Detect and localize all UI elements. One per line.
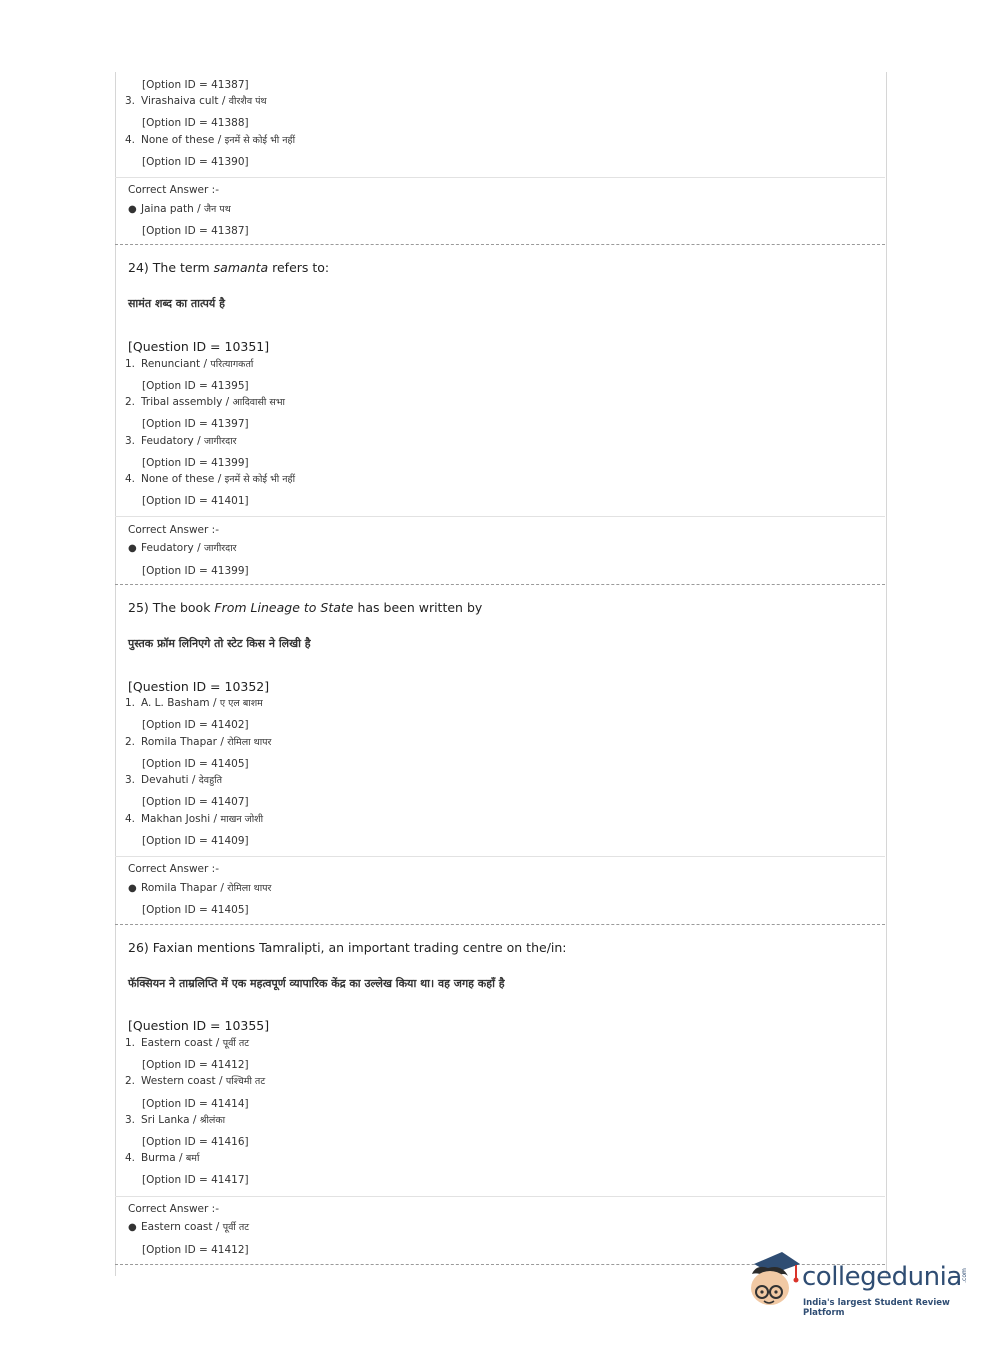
option-number: 4.: [125, 134, 136, 146]
option-number: 3.: [125, 774, 136, 786]
section-divider: [115, 1196, 885, 1197]
option-text: Makhan Joshi /: [141, 813, 221, 825]
question-divider: [115, 584, 885, 585]
option-item: [125, 133, 295, 146]
option-text: None of these /: [141, 473, 225, 485]
logo-tagline: India's largest Student Review Platform: [803, 1298, 950, 1318]
question-title: [128, 260, 329, 275]
correct-answer-label: Correct Answer :-: [128, 524, 219, 536]
option-item: [125, 1151, 199, 1164]
option-text: Romila Thapar /: [141, 736, 228, 748]
correct-answer-item: [128, 881, 271, 894]
option-text: Tribal assembly /: [141, 396, 233, 408]
bullet-icon: ●: [128, 1222, 137, 1233]
correct-answer-item: [128, 202, 231, 215]
option-id: [Option ID = 41405]: [142, 758, 249, 770]
option-id: [Option ID = 41414]: [142, 1098, 249, 1110]
correct-answer-hindi: पूर्वी तट: [222, 1222, 250, 1233]
correct-answer-label: Correct Answer :-: [128, 184, 219, 196]
logo-wordmark: collegedunia: [802, 1262, 962, 1292]
option-id: [Option ID = 41397]: [142, 418, 249, 430]
section-divider: [115, 856, 885, 857]
option-number: 1.: [125, 1037, 136, 1049]
logo-suffix: .com: [960, 1268, 968, 1283]
option-hindi: इनमें से कोई भी नहीं: [224, 135, 296, 146]
option-item: [125, 812, 263, 825]
question-divider: [115, 244, 885, 245]
option-hindi: श्रीलंका: [199, 1115, 226, 1126]
question-id: [Question ID = 10355]: [128, 1018, 270, 1033]
bullet-icon: ●: [128, 204, 137, 215]
option-text: Devahuti /: [141, 774, 199, 786]
option-number: 3.: [125, 95, 136, 107]
correct-answer-hindi: जागीरदार: [203, 543, 237, 554]
correct-answer-item: [128, 541, 237, 554]
question-hindi: पुस्तक फ्रॉम लिनिएगे तो स्टेट किस ने लिखी है: [128, 637, 311, 650]
option-id: [Option ID = 41412]: [142, 1059, 249, 1071]
correct-option-id: [Option ID = 41387]: [142, 225, 249, 237]
question-id: [Question ID = 10351]: [128, 339, 270, 354]
option-number: 4.: [125, 813, 136, 825]
option-number: 3.: [125, 1114, 136, 1126]
correct-answer-text: Eastern coast /: [141, 1221, 223, 1233]
option-item: [125, 472, 295, 485]
option-item: [125, 1036, 249, 1049]
option-text: None of these /: [141, 134, 225, 146]
correct-answer-label: Correct Answer :-: [128, 1203, 219, 1215]
option-id: [Option ID = 41387]: [142, 79, 249, 91]
question-hindi: फॅक्सियन ने ताम्रलिप्ति में एक महत्वपूर्ण व्यापारिक केंद्र का उल्लेख किया था। वह जगह कहाँ है: [128, 977, 505, 990]
question-divider: [115, 924, 885, 925]
section-divider: [115, 177, 885, 178]
option-id: [Option ID = 41390]: [142, 156, 249, 168]
option-text: Eastern coast /: [141, 1037, 223, 1049]
option-item: [125, 1113, 225, 1126]
option-number: 4.: [125, 1152, 136, 1164]
correct-option-id: [Option ID = 41405]: [142, 904, 249, 916]
bullet-icon: ●: [128, 883, 137, 894]
question-title-prefix: 24) The term: [128, 260, 214, 275]
option-item: [125, 735, 271, 748]
option-id: [Option ID = 41402]: [142, 719, 249, 731]
option-number: 4.: [125, 473, 136, 485]
option-hindi: वीरशैव पंथ: [228, 96, 267, 107]
question-title-suffix: refers to:: [268, 260, 330, 275]
option-id: [Option ID = 41407]: [142, 796, 249, 808]
option-id: [Option ID = 41409]: [142, 835, 249, 847]
option-number: 2.: [125, 736, 136, 748]
option-text: Sri Lanka /: [141, 1114, 200, 1126]
option-item: [125, 94, 267, 107]
question-title-suffix: has been written by: [353, 600, 483, 615]
bullet-icon: ●: [128, 543, 137, 554]
question-title-prefix: 25) The book: [128, 600, 215, 615]
option-number: 3.: [125, 435, 136, 447]
correct-answer-label: Correct Answer :-: [128, 863, 219, 875]
section-divider: [115, 516, 885, 517]
question-id: [Question ID = 10352]: [128, 679, 270, 694]
option-hindi: ए एल बाशम: [219, 698, 263, 709]
question-hindi: सामंत शब्द का तात्पर्य है: [128, 297, 225, 310]
option-text: Virashaiva cult /: [141, 95, 229, 107]
option-text: Feudatory /: [141, 435, 204, 447]
option-number: 1.: [125, 358, 136, 370]
collegedunia-logo: [742, 1250, 972, 1320]
option-text: Western coast /: [141, 1075, 226, 1087]
option-item: [125, 395, 285, 408]
option-number: 2.: [125, 1075, 136, 1087]
option-id: [Option ID = 41395]: [142, 380, 249, 392]
question-title: [128, 940, 567, 955]
option-number: 1.: [125, 697, 136, 709]
question-title-prefix: 26) Faxian mentions Tamralipti, an important trading centre on the/in:: [128, 940, 567, 955]
option-hindi: इनमें से कोई भी नहीं: [224, 474, 296, 485]
option-id: [Option ID = 41417]: [142, 1174, 249, 1186]
option-number: 2.: [125, 396, 136, 408]
option-id: [Option ID = 41416]: [142, 1136, 249, 1148]
page-frame: [115, 72, 887, 1276]
correct-option-id: [Option ID = 41399]: [142, 565, 249, 577]
option-hindi: बर्मा: [185, 1153, 200, 1164]
correct-answer-text: Jaina path /: [141, 203, 204, 215]
option-id: [Option ID = 41401]: [142, 495, 249, 507]
correct-answer-text: Romila Thapar /: [141, 882, 228, 894]
option-item: [125, 1074, 265, 1087]
option-hindi: रोमिला थापर: [227, 737, 272, 748]
option-id: [Option ID = 41388]: [142, 117, 249, 129]
question-title: [128, 600, 482, 615]
option-hindi: आदिवासी सभा: [232, 397, 285, 408]
option-text: A. L. Basham /: [141, 697, 220, 709]
correct-answer-hindi: जैन पथ: [203, 204, 231, 215]
correct-option-id: [Option ID = 41412]: [142, 1244, 249, 1256]
option-hindi: परित्यागकर्ता: [210, 359, 254, 370]
option-item: [125, 696, 263, 709]
option-item: [125, 357, 253, 370]
option-id: [Option ID = 41399]: [142, 457, 249, 469]
question-title-emphasis: samanta: [213, 260, 269, 275]
question-title-emphasis: From Lineage to State: [214, 600, 354, 615]
option-text: Burma /: [141, 1152, 186, 1164]
option-hindi: माखन जोशी: [220, 814, 264, 825]
option-text: Renunciant /: [141, 358, 211, 370]
option-hindi: पश्चिमी तट: [225, 1076, 266, 1087]
option-item: [125, 434, 237, 447]
mascot-icon: [742, 1250, 802, 1320]
correct-answer-item: [128, 1220, 249, 1233]
option-item: [125, 773, 222, 786]
correct-answer-hindi: रोमिला थापर: [227, 883, 272, 894]
option-hindi: पूर्वी तट: [222, 1038, 250, 1049]
correct-answer-text: Feudatory /: [141, 542, 204, 554]
option-hindi: जागीरदार: [203, 436, 237, 447]
option-hindi: देवहुति: [198, 775, 222, 786]
